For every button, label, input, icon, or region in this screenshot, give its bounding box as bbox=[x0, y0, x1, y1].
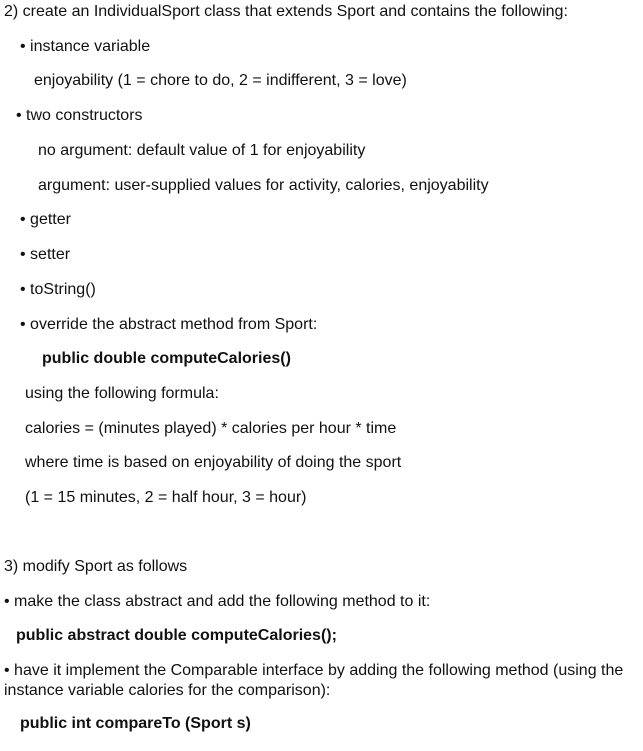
compute-calories-signature: public double computeCalories() bbox=[42, 350, 291, 367]
compareto-signature: public int compareTo (Sport s) bbox=[20, 715, 251, 732]
enjoyability-description: enjoyability (1 = chore to do, 2 = indifferent, 3 = love) bbox=[34, 72, 407, 89]
time-description: where time is based on enjoyability of doing the sport bbox=[25, 454, 402, 471]
bullet-getter: • getter bbox=[20, 211, 71, 228]
bullet-two-constructors: • two constructors bbox=[16, 107, 143, 124]
section-3-heading: 3) modify Sport as follows bbox=[4, 558, 188, 575]
bullet-override: • override the abstract method from Sport: bbox=[20, 316, 318, 333]
bullet-comparable-line-2: instance variable calories for the comparison): bbox=[4, 682, 331, 699]
section-2-heading: 2) create an IndividualSport class that extends Sport and contains the following: bbox=[4, 3, 568, 20]
bullet-comparable-line-1: • have it implement the Comparable interface by adding the following method (using the bbox=[4, 662, 624, 679]
no-argument-description: no argument: default value of 1 for enjoyability bbox=[38, 142, 366, 159]
argument-description: argument: user-supplied values for activity, calories, enjoyability bbox=[38, 177, 489, 194]
abstract-compute-calories-signature: public abstract double computeCalories(); bbox=[16, 627, 337, 644]
formula-intro: using the following formula: bbox=[25, 385, 219, 402]
bullet-make-abstract: • make the class abstract and add the following method to it: bbox=[4, 593, 431, 610]
bullet-instance-variable: • instance variable bbox=[20, 38, 151, 55]
calories-formula: calories = (minutes played) * calories per hour * time bbox=[25, 420, 397, 437]
bullet-setter: • setter bbox=[20, 246, 71, 263]
bullet-tostring: • toString() bbox=[20, 281, 96, 298]
time-values: (1 = 15 minutes, 2 = half hour, 3 = hour) bbox=[25, 489, 307, 506]
